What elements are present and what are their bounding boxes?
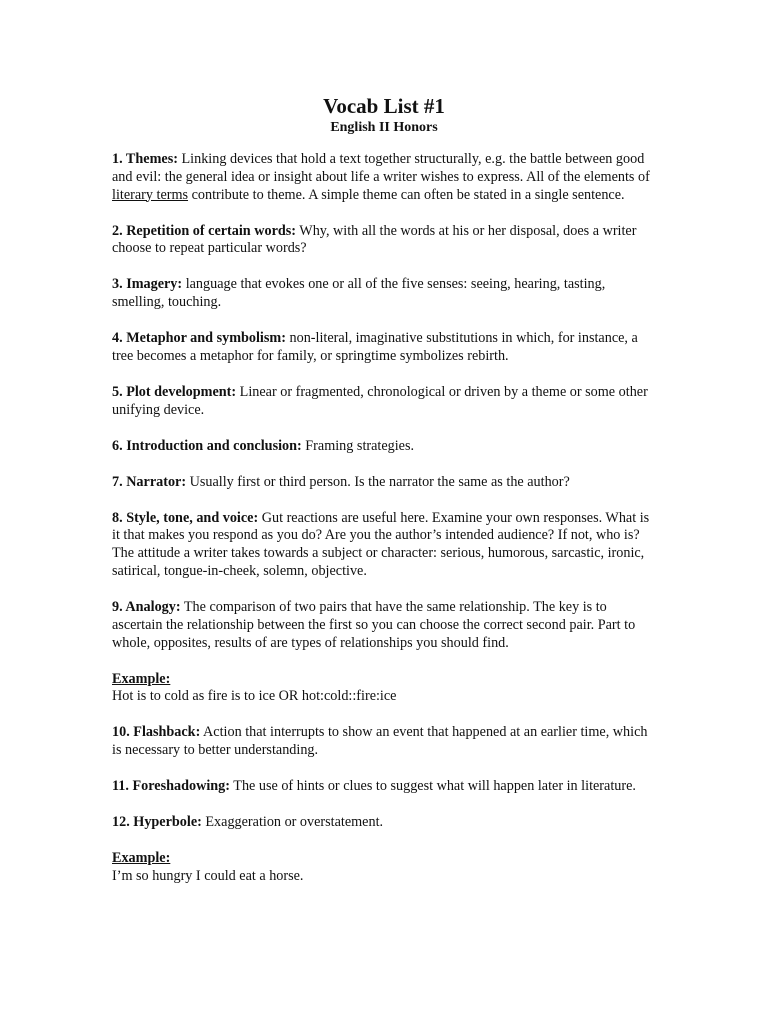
vocab-term: 4. Metaphor and symbolism: — [112, 330, 286, 347]
vocab-entry-metaphor — [112, 330, 660, 366]
vocab-term: 5. Plot development: — [112, 383, 237, 400]
vocab-entry-hyperbole — [112, 814, 660, 832]
vocab-definition: non-literal, imaginative substitutions in which, for instance, a tree becomes a metaphor for family, or springtime symbolizes rebirth. — [112, 330, 638, 364]
vocab-definition: Linking devices that hold a text together structurally, e.g. the battle between good and evil: the general idea or insight about life a writer wishes to express. All of the elements of — [112, 151, 650, 185]
vocab-entry-foreshadowing — [112, 778, 660, 796]
vocab-term: 2. Repetition of certain words: — [112, 222, 297, 239]
vocab-definition: Linear or fragmented, chronological or driven by a theme or some other unifying device. — [112, 383, 648, 418]
page-subtitle: English II Honors — [330, 120, 438, 135]
vocab-definition: Framing strategies. — [301, 437, 415, 454]
vocab-term: 6. Introduction and conclusion: — [112, 437, 302, 454]
vocab-entry-introduction — [112, 438, 660, 456]
vocab-definition: Action that interrupts to show an event that happened at an earlier time, which is necessary to better understanding. — [112, 724, 648, 759]
vocab-definition: The comparison of two pairs that have the same relationship. The key is to ascertain the relationship between the first so you can choose the correct second pair. Part to whole, opposites, results of are types of relationships you should find. — [112, 599, 636, 651]
vocab-definition: Exaggeration or overstatement. — [201, 814, 384, 831]
vocab-entry-repetition — [112, 223, 660, 259]
vocab-entry-themes — [112, 151, 660, 204]
vocab-definition: The use of hints or clues to suggest what will happen later in literature. — [229, 778, 636, 795]
vocab-entry-narrator — [112, 474, 660, 492]
vocab-term: 8. Style, tone, and voice: — [112, 509, 259, 526]
page-title: Vocab List #1 — [323, 94, 445, 118]
vocab-entry-imagery — [112, 276, 660, 312]
vocab-definition-continued: contribute to theme. A simple theme can often be stated in a single sentence. — [188, 186, 625, 203]
example-label: Example: — [112, 850, 171, 867]
vocab-term: 1. Themes: — [112, 151, 178, 167]
example-text: Hot is to cold as fire is to ice OR hot:cold::fire:ice — [112, 688, 397, 705]
vocab-term: 9. Analogy: — [112, 599, 181, 616]
vocab-definition: Usually first or third person. Is the narrator the same as the author? — [186, 473, 570, 490]
document-header — [0, 93, 768, 137]
literary-terms-link[interactable]: literary terms — [112, 186, 189, 203]
example-text: I’m so hungry I could eat a horse. — [112, 867, 304, 884]
example-label: Example: — [112, 670, 171, 687]
example-hyperbole — [112, 850, 660, 886]
vocab-term: 3. Imagery: — [112, 276, 183, 293]
vocab-list — [112, 151, 660, 904]
vocab-entry-analogy — [112, 599, 660, 652]
example-analogy — [112, 671, 660, 707]
vocab-definition: Why, with all the words at his or her disposal, does a writer choose to repeat particular words? — [112, 222, 637, 257]
vocab-entry-style — [112, 510, 660, 581]
vocab-entry-flashback — [112, 724, 660, 760]
vocab-entry-plot — [112, 384, 660, 420]
vocab-definition: language that evokes one or all of the five senses: seeing, hearing, tasting, smelling, touching. — [112, 276, 606, 311]
vocab-term: 12. Hyperbole: — [112, 814, 202, 831]
vocab-definition: Gut reactions are useful here. Examine your own responses. What is it that makes you respond as you do? Are you the author’s intended audience? If not, who is? The attitude a writer takes towards a subject or character: serious, humorous, sarcastic, ironic, satirical, tongue-in-cheek, solemn, objective. — [112, 509, 650, 580]
vocab-term: 10. Flashback: — [112, 724, 201, 741]
vocab-term: 11. Foreshadowing: — [112, 778, 230, 795]
vocab-term: 7. Narrator: — [112, 473, 187, 490]
